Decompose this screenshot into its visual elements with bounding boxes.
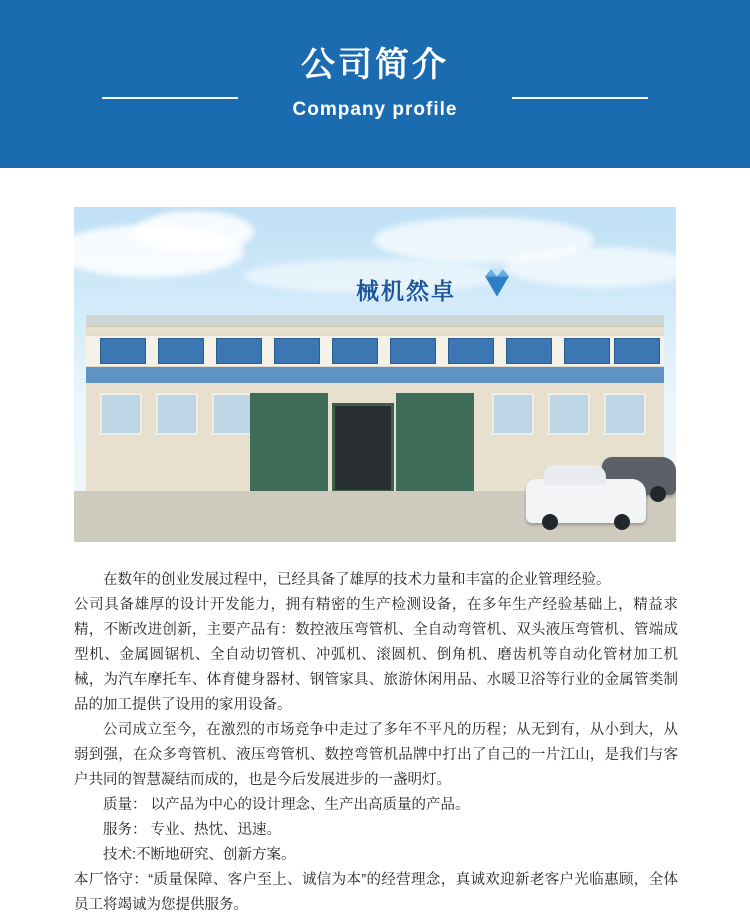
- wheel: [542, 514, 558, 530]
- window: [100, 393, 142, 435]
- cloud-icon: [134, 211, 254, 253]
- factory-gate-left: [250, 393, 328, 493]
- company-description: [74, 568, 678, 918]
- paragraph-motto: 本厂恪守：“质量保障、客户至上、诚信为本”的经营理念，真诚欢迎新老客户光临惠顾，全体员工将竭诚为您提供服务。: [74, 872, 678, 913]
- factory-entrance-door: [332, 403, 394, 493]
- paragraph: 在数年的创业发展过程中，已经具备了雄厚的技术力量和丰富的企业管理经验。: [103, 572, 611, 588]
- sign-panel: [564, 338, 610, 364]
- sign-panel: [100, 338, 146, 364]
- window: [548, 393, 590, 435]
- factory-photo-illustration: [74, 207, 676, 542]
- factory-photo: [74, 207, 676, 542]
- header-rule-left: [102, 97, 238, 99]
- car-cabin: [544, 465, 606, 485]
- page-header-banner: [0, 0, 750, 168]
- window: [212, 393, 254, 435]
- header-rule-right: [512, 97, 648, 99]
- window: [604, 393, 646, 435]
- sign-panel: [614, 338, 660, 364]
- page-title: 公司简介: [301, 46, 449, 85]
- sign-panel: [448, 338, 494, 364]
- paragraph-technology: 技术:不断地研究、创新方案。: [103, 847, 296, 863]
- wheel: [650, 486, 666, 502]
- diamond-logo-icon: [480, 265, 514, 301]
- wheel: [614, 514, 630, 530]
- sign-panel: [332, 338, 378, 364]
- sign-panel: [390, 338, 436, 364]
- sign-panel: [506, 338, 552, 364]
- paragraph-service: 服务： 专业、热忱、迅速。: [103, 822, 282, 838]
- paragraph: 公司具备雄厚的设计开发能力，拥有精密的生产检测设备，在多年生产经验基础上，精益求精，不断改进创新，主要产品有：数控液压弯管机、全自动弯管机、双头液压弯管机、管端成型机、金属圆锯机、全自动切管机、冲弧机、滚圆机、倒角机、磨齿机等自动化管材加工机械，为汽车摩托车、体育健身器材、钢管家具、旅游休闲用品、水暖卫浴等行业的金属管类制品的加工提供了设用的家用设备。: [74, 597, 678, 713]
- factory-gate-right: [396, 393, 474, 493]
- window: [156, 393, 198, 435]
- sign-panel: [216, 338, 262, 364]
- company-sign-text: 械机然卓: [356, 278, 456, 304]
- building-mid-band: [86, 367, 664, 383]
- paragraph: 公司成立至今，在激烈的市场竞争中走过了多年不平凡的历程；从无到有，从小到大，从弱到强，在众多弯管机、液压弯管机、数控弯管机品牌中打出了自己的一片江山，是我们与客户共同的智慧凝结而成的，也是今后发展进步的一盏明灯。: [74, 722, 678, 788]
- window: [492, 393, 534, 435]
- car-white: [526, 479, 646, 523]
- cloud-icon: [504, 247, 676, 287]
- sign-panel: [158, 338, 204, 364]
- page-subtitle: Company profile: [292, 98, 458, 120]
- sign-panel: [274, 338, 320, 364]
- paragraph-quality: 质量： 以产品为中心的设计理念、生产出高质量的产品。: [103, 797, 470, 813]
